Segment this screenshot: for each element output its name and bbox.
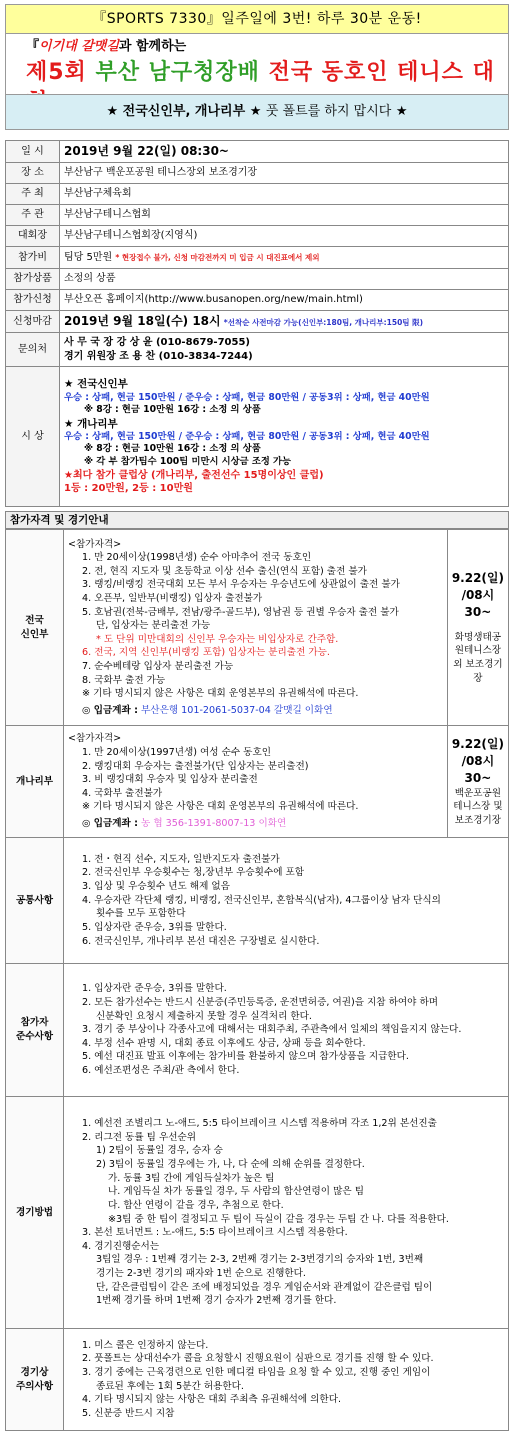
award-club-prize: 1등 : 20만원, 2등 : 10만원 (64, 483, 193, 495)
award-gae-title: ★ 개나리부 (64, 417, 118, 430)
method-line: 3팀일 경우 : 1번째 경기는 2-3, 2번째 경기는 2-3번경기의 승자와 1번, 3번째 (96, 1254, 424, 1266)
value-date: 2019년 9월 22(일) 08:30~ (60, 141, 509, 163)
gae-schedule (447, 726, 508, 838)
subtitle (26, 38, 186, 56)
method-line: 2) 3팀이 동률일 경우에는 가, 나, 다 순에 의해 순위를 결정한다. (96, 1159, 365, 1171)
method-line: 1번째 경기를 하며 1번째 경기 승자가 2번째 경기를 한다. (96, 1295, 337, 1307)
row-organizer (6, 205, 509, 226)
label-award: 시 상 (6, 367, 60, 507)
label-host: 주 최 (6, 184, 60, 205)
gae-time: /08시30~ (461, 753, 495, 785)
rookie-account-value: 부산은행 101-2061-5037-04 갈맷길 이화연 (141, 704, 333, 716)
rookie-content (64, 530, 448, 726)
common-line: 4. 우승자란 각단체 랭킹, 비랭킹, 전국신인부, 혼합복식(남자), 4그룹이상 남자 단식의 (82, 894, 441, 906)
method-line: 3. 본선 토너먼트 : 노-애드, 5:5 타이브레이크 시스템 적용한다. (82, 1227, 348, 1239)
gae-place: 백운포공원테니스장 및 보조경기장 (453, 787, 503, 826)
caution-line: 4. 기타 명시되지 않는 사항은 대회 주최측 유권해석에 의한다. (82, 1394, 342, 1406)
subtitle-suffix: 과 함께하는 (118, 39, 187, 54)
value-place: 부산남구 백운포공원 테니스장외 보조경기장 (60, 163, 509, 184)
section-title-text: 참가자격 및 경기안내 (10, 513, 109, 526)
row-comply (6, 964, 509, 1097)
caution-content (64, 1329, 509, 1431)
common-line: 2. 전국신인부 우승횟수는 청,장년부 우승횟수에 포함 (82, 867, 305, 879)
value-chief: 부산남구테니스협회장(지영식) (60, 226, 509, 247)
label-fee: 참가비 (6, 247, 60, 269)
common-line: 6. 전국신인부, 개나리부 본선 대진은 구장별로 실시한다. (82, 935, 320, 947)
gae-date: 9.22(일) (451, 736, 504, 751)
award-gae-line3: ※ 각 부 참가팀수 100팀 미만시 시상금 조정 가능 (84, 455, 292, 467)
comply-line: 5. 예선 대진표 발표 이후에는 참가비를 환불하지 않으며 참가상품을 지급한다. (82, 1051, 409, 1063)
method-line: 2. 리그전 동률 팀 우선순위 (82, 1131, 197, 1143)
row-award (6, 367, 509, 507)
comply-line: 6. 예선조편성은 주최/관 측에서 한다. (82, 1065, 240, 1077)
award-rookie-title: ★ 전국신인부 (64, 378, 128, 391)
label-gae: 개나리부 (6, 726, 64, 838)
subtitle-prefix: 『 (26, 39, 40, 54)
value-host: 부산남구체육회 (60, 184, 509, 205)
caution-line: 2. 풋폴트는 상대선수가 콜을 요청할시 진행요원이 심판으로 경기를 진행 할 수 있다. (82, 1353, 434, 1365)
award-gae-line2: ※ 8강 : 현금 10만원 16강 : 소정 의 상품 (84, 443, 261, 455)
gae-line: 3. 비 랭킹대회 우승자 및 입상자 분리출전 (82, 774, 258, 786)
slogan-banner (5, 4, 509, 34)
row-common (6, 838, 509, 964)
label-method: 경기방법 (6, 1097, 64, 1329)
method-line: 단, 같은클럽팀이 같은 조에 배정되었을 경우 게임순서와 관계없이 같은클럽 팀이 (96, 1281, 433, 1293)
title-number: 제5회 (26, 60, 87, 85)
rookie-line: 4. 오픈부, 일반부(비랭킹) 입상자 출전불가 (82, 592, 263, 604)
label-gift: 참가상품 (6, 269, 60, 290)
rookie-line: 1. 만 20세이상(1998년생) 순수 아마추어 전국 동호인 (82, 552, 312, 564)
comply-content (64, 964, 509, 1097)
info-table (5, 140, 509, 507)
section-title (5, 511, 509, 529)
caution-line: 1. 미스 콜은 인정하지 않는다. (82, 1339, 209, 1351)
rookie-line: 8. 국화부 출전 가능 (82, 674, 166, 686)
label-chief: 대회장 (6, 226, 60, 247)
gae-account-label: ◎ 입금계좌 : (82, 818, 138, 830)
value-gift: 소정의 상품 (60, 269, 509, 290)
gae-account (68, 817, 443, 831)
award-club: ★최다 참가 클럽상 (개나리부, 출전선수 15명이상인 클럽) (64, 469, 324, 481)
row-gae (6, 726, 509, 838)
method-line: 4. 경기진행순서는 (82, 1240, 160, 1252)
deadline-note: *선착순 사전마감 가능(신인부:180팀, 개나리부:150팀 限) (223, 318, 424, 328)
common-line: 5. 입상자란 준우승, 3위를 말한다. (82, 921, 227, 933)
row-deadline (6, 311, 509, 333)
caution-line: 종료된 후에는 1회 5분간 허용한다. (96, 1380, 244, 1392)
rookie-time: /08시30~ (461, 587, 495, 619)
label-common: 공통사항 (6, 838, 64, 964)
label-organizer: 주 관 (6, 205, 60, 226)
value-deadline: 2019년 9월 18일(수) 18시 (64, 314, 221, 329)
value-contact (60, 333, 509, 367)
comply-line: 신분확인 요청시 제출하지 못할 경우 실격처리 한다. (96, 1010, 312, 1022)
method-line: 1) 2팀이 동률일 경우, 승자 승 (96, 1145, 223, 1157)
method-line: 1. 예선전 조별리그 노-애드, 5:5 타이브레이크 시스템 적용하며 각조 1,2위 본선진출 (82, 1118, 437, 1130)
rookie-line: 3. 랭킹/비랭킹 전국대회 모든 부서 우승자는 우승년도에 상관없이 출전 불가 (82, 579, 400, 591)
division-text: ★ 전국신인부, 개나리부 ★ (106, 104, 262, 120)
method-line: 경기는 2-3번 경기의 패자와 1번 순으로 진행한다. (96, 1267, 306, 1279)
award-rookie-line2: ※ 8강 : 현금 10만원 16강 : 소정 의 상품 (84, 404, 261, 416)
row-gift (6, 269, 509, 290)
label-date: 일 시 (6, 141, 60, 163)
value-apply: 부산오픈 홈페이지(http://www.busanopen.org/new/main.html) (60, 290, 509, 311)
rookie-line: 7. 순수베테랑 입상자 분리출전 가능 (82, 661, 234, 673)
subtitle-name: 이기대 갈맷길 (39, 39, 119, 54)
label-place: 장 소 (6, 163, 60, 184)
value-award (60, 367, 509, 507)
method-line: 가. 동률 3팀 간에 게임득실차가 높은 팀 (108, 1172, 275, 1184)
gae-line: 2. 랭킹대회 우승자는 출전불가(단 입상자는 분리출전) (82, 760, 309, 772)
rookie-account-label: ◎ 입금계좌 : (82, 704, 138, 716)
title-middle: 부산 남구청장배 (95, 60, 260, 85)
award-gae-line1: 우승 : 상패, 현금 150만원 / 준우승 : 상패, 현금 80만원 / 공동3위 : 상패, 현금 40만원 (64, 430, 430, 442)
rules-table (5, 529, 509, 1431)
row-apply (6, 290, 509, 311)
rookie-date: 9.22(일) (451, 570, 504, 585)
contact-line-2: 경기 위원장 조 용 찬 (010-3834-7244) (64, 350, 253, 362)
row-method (6, 1097, 509, 1329)
star-end: ★ (395, 104, 408, 120)
rookie-line: 단, 입상자는 분리출전 가능 (96, 620, 211, 632)
method-line: 나. 게임득실 차가 동률일 경우, 두 사람의 합산연령이 많은 팀 (108, 1186, 364, 1198)
title-banner (5, 34, 509, 94)
label-comply: 참가자 준수사항 (6, 964, 64, 1097)
common-line: 횟수를 모두 포함한다 (96, 908, 186, 920)
value-organizer: 부산남구테니스협회 (60, 205, 509, 226)
value-fee-cell (60, 247, 509, 269)
label-deadline: 신청마감 (6, 311, 60, 333)
row-rookie (6, 530, 509, 726)
row-place (6, 163, 509, 184)
gae-head: <참가자격> (68, 733, 122, 745)
row-chief (6, 226, 509, 247)
common-content (64, 838, 509, 964)
rookie-account (68, 704, 443, 718)
value-fee: 팀당 5만원 (64, 251, 113, 263)
comply-line: 1. 입상자란 준우승, 3위를 말한다. (82, 983, 227, 995)
gae-line: 1. 만 20세이상(1997년생) 여성 순수 동호인 (82, 746, 271, 758)
caution-line: 5. 신분증 반드시 지참 (82, 1407, 175, 1419)
rookie-line: ※ 기타 명시되지 않은 사항은 대회 운영본부의 유권해석에 따른다. (82, 688, 359, 700)
method-line: ※3팀 중 한 팀이 결정되고 두 팀이 득실이 같을 경우는 두팀 간 나. 다를 적용한다. (108, 1213, 449, 1225)
fee-note: * 현장접수 불가, 신청 마감전까지 미 입금 시 대진표에서 제외 (115, 252, 320, 262)
method-content (64, 1097, 509, 1329)
division-banner (5, 94, 509, 130)
row-host (6, 184, 509, 205)
comply-line: 3. 경기 중 부상이나 각종사고에 대해서는 대회주최, 주관측에서 일체의 책임을지지 않는다. (82, 1024, 462, 1036)
caution-line: 3. 경기 중에는 근육경련으로 인한 메디컬 타임을 요청 할 수 있고, 진행 중인 게임이 (82, 1366, 431, 1378)
title-end: 전국 동호인 테니스 대 (268, 60, 495, 85)
rookie-line-red: 6. 전국, 지역 신인부(비랭킹 포함) 입상자는 분리출전 가능. (82, 647, 330, 659)
label-caution: 경기상 주의사항 (6, 1329, 64, 1431)
gae-content (64, 726, 448, 838)
rookie-line: 5. 호남권(전북-금배부, 전남/광주-골드부), 영남권 등 권별 우승자 출전 불가 (82, 606, 399, 618)
footfault-text: 풋 폴트를 하지 맙시다 (265, 104, 392, 120)
gae-line: ※ 기타 명시되지 않은 사항은 대회 운영본부의 유권해석에 따른다. (82, 801, 359, 813)
award-rookie-line1: 우승 : 상패, 현금 150만원 / 준우승 : 상패, 현금 80만원 / 공동3위 : 상패, 현금 40만원 (64, 391, 430, 403)
method-line: 다. 합산 연령이 같을 경우, 추첨으로 한다. (108, 1199, 284, 1211)
row-contact (6, 333, 509, 367)
rookie-place: 화명생태공원테니스장외 보조경기장 (453, 631, 503, 684)
rookie-line: 2. 전, 현직 지도자 및 초등학교 이상 선수 출신(연식 포함) 출전 불가 (82, 565, 367, 577)
comply-line: 2. 모든 참가선수는 반드시 신분증(주민등록증, 운전면허증, 여권)을 지참 하여야 하며 (82, 996, 439, 1008)
label-apply: 참가신청 (6, 290, 60, 311)
value-deadline-cell (60, 311, 509, 333)
comply-line: 4. 부정 선수 판명 시, 대회 종료 이후에도 상금, 상패 등을 회수한다. (82, 1037, 366, 1049)
label-contact: 문의처 (6, 333, 60, 367)
label-rookie: 전국 신인부 (6, 530, 64, 726)
row-fee (6, 247, 509, 269)
contact-line-1: 사 무 국 장 강 상 윤 (010-8679-7055) (64, 337, 250, 348)
gae-account-value: 농 협 356-1391-8007-13 이화연 (141, 818, 287, 830)
rookie-schedule (447, 530, 508, 726)
rookie-line-note: * 도 단위 미만대회의 신인부 우승자는 비입상자로 간주함. (96, 633, 339, 645)
row-caution (6, 1329, 509, 1431)
gae-line: 4. 국화부 출전불가 (82, 787, 163, 799)
slogan-text: 『SPORTS 7330』일주일에 3번! 하루 30분 운동! (92, 10, 422, 27)
common-line: 3. 입상 및 우승횟수 년도 해제 없음 (82, 881, 230, 893)
common-line: 1. 전・현직 선수, 지도자, 일반지도자 출전불가 (82, 853, 280, 865)
row-date (6, 141, 509, 163)
rookie-head: <참가자격> (68, 538, 122, 550)
